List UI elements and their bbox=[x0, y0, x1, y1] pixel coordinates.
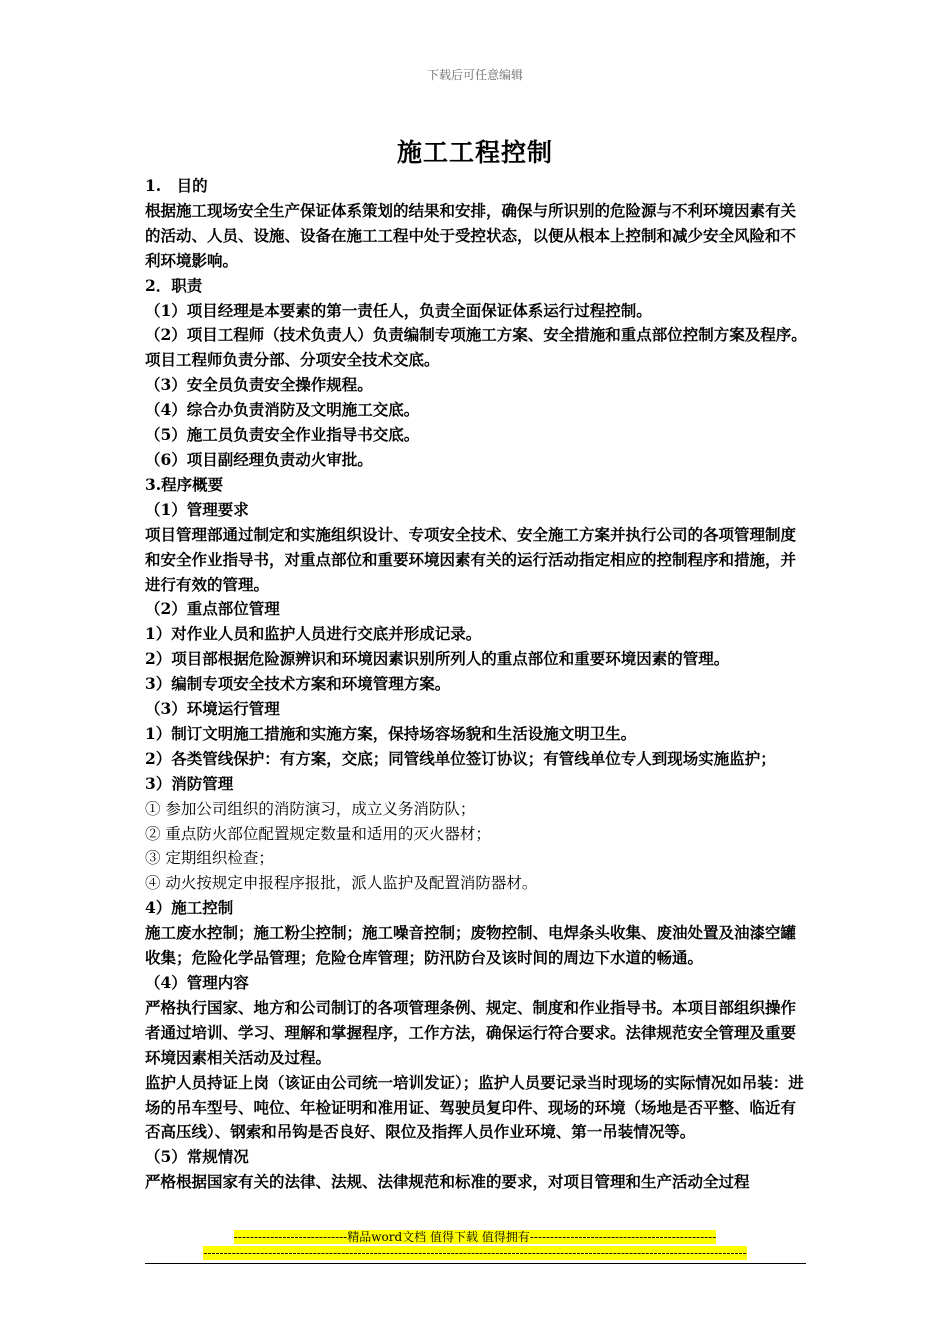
document-title: 施工工程控制 bbox=[396, 138, 553, 167]
paragraph: 监护人员持证上岗（该证由公司统一培训发证）；监护人员要记录当时现场的实际情况如吊装：进场的吊车型号、吨位、年检证明和准用证、驾驶员复印件、现场的环境（场地是否平整、临近有否高压线）、钢索和吊钩是否良好、限位及指挥人员作业环境、第一吊装情况等。 bbox=[145, 1072, 804, 1142]
list-item: （5）施工员负责安全作业指导书交底。 bbox=[145, 425, 420, 445]
list-item: 1）对作业人员和监护人员进行交底并形成记录。 bbox=[145, 624, 482, 644]
paragraph: 项目管理部通过制定和实施组织设计、专项安全技术、安全施工方案并执行公司的各项管理制度和安全作业指导书，对重点部位和重要环境因素有关的运行活动指定相应的控制程序和措施，并进行有效的管理。 bbox=[145, 524, 797, 594]
section-heading-purpose: 1. 目的 bbox=[145, 176, 208, 195]
list-item: 2）各类管线保护：有方案，交底；同管线单位签订协议；有管线单位专人到现场实施监护； bbox=[145, 748, 776, 768]
list-item: 3）编制专项安全技术方案和环境管理方案。 bbox=[145, 674, 451, 694]
list-item: ③ 定期组织检查； bbox=[145, 849, 274, 868]
list-item: （3）安全员负责安全操作规程。 bbox=[145, 375, 373, 395]
paragraph: 严格执行国家、地方和公司制订的各项管理条例、规定、制度和作业指导书。本项目部组织操作者通过培训、学习、理解和掌握程序，工作方法，确保运行符合要求。法律规范安全管理及重要环境因素相关活动及过程。 bbox=[145, 997, 797, 1067]
list-item: ① 参加公司组织的消防演习，成立义务消防队； bbox=[145, 799, 476, 818]
subsection-heading: （1）管理要求 bbox=[145, 499, 249, 519]
footer-dash-line: -------------------------------------------------------------------------------------------------------------------------------------- bbox=[203, 1246, 747, 1260]
list-item: （4）综合办负责消防及文明施工交底。 bbox=[145, 400, 420, 420]
list-item: （6）项目副经理负责动火审批。 bbox=[145, 449, 373, 469]
subsection-heading: （3）环境运行管理 bbox=[145, 699, 280, 719]
footer-banner bbox=[0, 1230, 950, 1245]
list-item: 1）制订文明施工措施和实施方案，保持场容场貌和生活设施文明卫生。 bbox=[145, 723, 637, 743]
document-body bbox=[145, 174, 811, 1195]
footer-rule bbox=[145, 1263, 806, 1264]
list-item: 2）项目部根据危险源辨识和环境因素识别所列人的重点部位和重要环境因素的管理。 bbox=[145, 649, 730, 669]
footer-banner-text: ----------------------------精品word文档 值得下载 值得拥有---------------------------------------------- bbox=[233, 1230, 717, 1244]
footer-banner-dashes bbox=[0, 1246, 950, 1261]
list-item: 4）施工控制 bbox=[145, 898, 234, 918]
paragraph: 根据施工现场安全生产保证体系策划的结果和安排，确保与所识别的危险源与不利环境因素有关的活动、人员、设施、设备在施工工程中处于受控状态，以便从根本上控制和减少安全风险和不利环境影响。 bbox=[145, 200, 797, 270]
list-item: （1）项目经理是本要素的第一责任人，负责全面保证体系运行过程控制。 bbox=[145, 300, 652, 320]
section-heading-procedure: 3.程序概要 bbox=[145, 474, 224, 494]
list-item: 3）消防管理 bbox=[145, 773, 234, 793]
header-note: 下载后可任意编辑 bbox=[426, 68, 523, 82]
subsection-heading: （5）常规情况 bbox=[145, 1147, 249, 1167]
list-item: （2）项目工程师（技术负责人）负责编制专项施工方案、安全措施和重点部位控制方案及程序。项目工程师负责分部、分项安全技术交底。 bbox=[145, 325, 807, 370]
paragraph: 严格根据国家有关的法律、法规、法律规范和标准的要求，对项目管理和生产活动全过程 bbox=[145, 1172, 750, 1192]
list-item: ④ 动火按规定申报程序报批，派人监护及配置消防器材。 bbox=[145, 874, 538, 893]
subsection-heading: （2）重点部位管理 bbox=[145, 599, 280, 619]
subsection-heading: （4）管理内容 bbox=[145, 973, 249, 992]
list-item: ② 重点防火部位配置规定数量和适用的灭火器材； bbox=[145, 824, 491, 843]
paragraph: 施工废水控制；施工粉尘控制；施工噪音控制；废物控制、电焊条头收集、废油处置及油漆空罐收集；危险化学品管理；危险仓库管理；防汛防台及该时间的周边下水道的畅通。 bbox=[145, 923, 797, 968]
section-heading-duties: 2．职责 bbox=[145, 275, 203, 295]
